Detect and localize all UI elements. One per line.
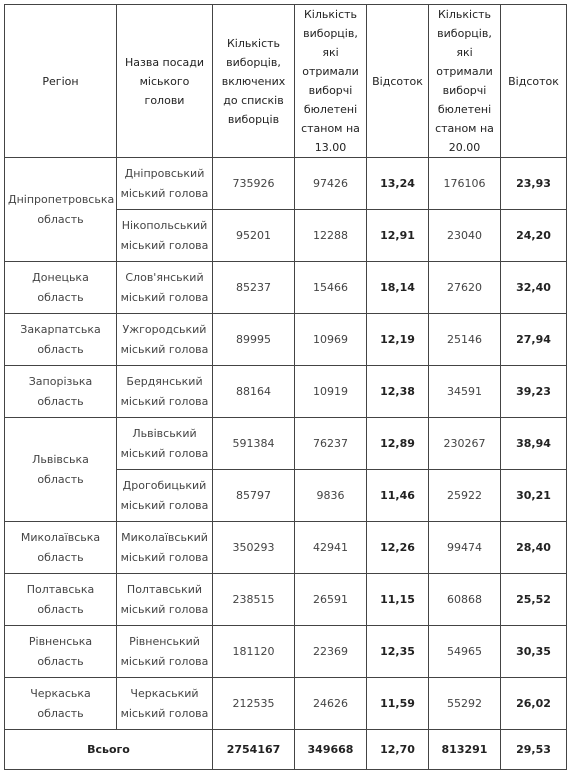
ballots-13-cell: 9836 — [295, 470, 367, 522]
ballots-20-cell: 230267 — [429, 418, 501, 470]
post-cell: Миколаївський міський голова — [117, 522, 213, 574]
percent-13-cell: 12,89 — [367, 418, 429, 470]
region-cell: Дніпропетровська область — [5, 158, 117, 262]
percent-13-cell: 12,35 — [367, 626, 429, 678]
percent-20-cell: 32,40 — [501, 262, 567, 314]
total-voters: 2754167 — [213, 730, 295, 770]
percent-20-cell: 26,02 — [501, 678, 567, 730]
table-row — [5, 418, 567, 470]
header-voters: Кількість виборців, включених до списків виборців — [213, 5, 295, 158]
region-cell: Львівська область — [5, 418, 117, 522]
percent-13-cell: 18,14 — [367, 262, 429, 314]
voters-cell: 85237 — [213, 262, 295, 314]
post-cell: Нікопольський міський голова — [117, 210, 213, 262]
voters-cell: 212535 — [213, 678, 295, 730]
ballots-13-cell: 10969 — [295, 314, 367, 366]
post-cell: Львівський міський голова — [117, 418, 213, 470]
ballots-20-cell: 60868 — [429, 574, 501, 626]
percent-13-cell: 12,26 — [367, 522, 429, 574]
post-cell: Слов'янський міський голова — [117, 262, 213, 314]
ballots-13-cell: 12288 — [295, 210, 367, 262]
header-row — [5, 5, 567, 158]
region-cell: Черкаська область — [5, 678, 117, 730]
post-cell: Дрогобицький міський голова — [117, 470, 213, 522]
ballots-13-cell: 15466 — [295, 262, 367, 314]
voters-cell: 238515 — [213, 574, 295, 626]
voters-cell: 85797 — [213, 470, 295, 522]
post-cell: Дніпровський міський голова — [117, 158, 213, 210]
percent-13-cell: 12,19 — [367, 314, 429, 366]
voters-cell: 95201 — [213, 210, 295, 262]
header-region: Регіон — [5, 5, 117, 158]
table-row — [5, 626, 567, 678]
post-cell: Бердянський міський голова — [117, 366, 213, 418]
region-cell: Донецька область — [5, 262, 117, 314]
percent-13-cell: 12,91 — [367, 210, 429, 262]
total-percent-20: 29,53 — [501, 730, 567, 770]
ballots-13-cell: 22369 — [295, 626, 367, 678]
voters-cell: 735926 — [213, 158, 295, 210]
table-row — [5, 158, 567, 210]
table-row — [5, 522, 567, 574]
header-ballots-13: Кількість виборців, які отримали виборчі бюлетені станом на 13.00 — [295, 5, 367, 158]
ballots-13-cell: 10919 — [295, 366, 367, 418]
ballots-13-cell: 24626 — [295, 678, 367, 730]
header-post: Назва посади міського голови — [117, 5, 213, 158]
table-row — [5, 262, 567, 314]
percent-13-cell: 13,24 — [367, 158, 429, 210]
percent-13-cell: 11,46 — [367, 470, 429, 522]
percent-20-cell: 30,21 — [501, 470, 567, 522]
turnout-table — [4, 4, 567, 770]
ballots-20-cell: 176106 — [429, 158, 501, 210]
region-cell: Рівненська область — [5, 626, 117, 678]
ballots-20-cell: 27620 — [429, 262, 501, 314]
voters-cell: 591384 — [213, 418, 295, 470]
header-percent-20: Відсоток — [501, 5, 567, 158]
header-ballots-20: Кількість виборців, які отримали виборчі бюлетені станом на 20.00 — [429, 5, 501, 158]
total-ballots-13: 349668 — [295, 730, 367, 770]
ballots-13-cell: 26591 — [295, 574, 367, 626]
table-row — [5, 574, 567, 626]
voters-cell: 89995 — [213, 314, 295, 366]
ballots-20-cell: 34591 — [429, 366, 501, 418]
percent-20-cell: 39,23 — [501, 366, 567, 418]
table-row — [5, 366, 567, 418]
region-cell: Закарпатська область — [5, 314, 117, 366]
total-label: Всього — [5, 730, 213, 770]
ballots-20-cell: 25922 — [429, 470, 501, 522]
ballots-13-cell: 42941 — [295, 522, 367, 574]
post-cell: Ужгородський міський голова — [117, 314, 213, 366]
total-percent-13: 12,70 — [367, 730, 429, 770]
table-row — [5, 678, 567, 730]
percent-20-cell: 25,52 — [501, 574, 567, 626]
voters-cell: 350293 — [213, 522, 295, 574]
region-cell: Запорізька область — [5, 366, 117, 418]
table-row — [5, 314, 567, 366]
ballots-20-cell: 55292 — [429, 678, 501, 730]
region-cell: Полтавська область — [5, 574, 117, 626]
ballots-13-cell: 97426 — [295, 158, 367, 210]
voters-cell: 88164 — [213, 366, 295, 418]
post-cell: Полтавський міський голова — [117, 574, 213, 626]
ballots-20-cell: 25146 — [429, 314, 501, 366]
total-ballots-20: 813291 — [429, 730, 501, 770]
region-cell: Миколаївська область — [5, 522, 117, 574]
ballots-20-cell: 23040 — [429, 210, 501, 262]
ballots-20-cell: 99474 — [429, 522, 501, 574]
percent-20-cell: 30,35 — [501, 626, 567, 678]
ballots-13-cell: 76237 — [295, 418, 367, 470]
percent-13-cell: 12,38 — [367, 366, 429, 418]
voters-cell: 181120 — [213, 626, 295, 678]
percent-13-cell: 11,15 — [367, 574, 429, 626]
percent-20-cell: 28,40 — [501, 522, 567, 574]
post-cell: Черкаський міський голова — [117, 678, 213, 730]
percent-20-cell: 27,94 — [501, 314, 567, 366]
percent-20-cell: 24,20 — [501, 210, 567, 262]
post-cell: Рівненський міський голова — [117, 626, 213, 678]
percent-20-cell: 23,93 — [501, 158, 567, 210]
percent-13-cell: 11,59 — [367, 678, 429, 730]
ballots-20-cell: 54965 — [429, 626, 501, 678]
header-percent-13: Відсоток — [367, 5, 429, 158]
cut-off-footer-text — [4, 757, 566, 766]
percent-20-cell: 38,94 — [501, 418, 567, 470]
